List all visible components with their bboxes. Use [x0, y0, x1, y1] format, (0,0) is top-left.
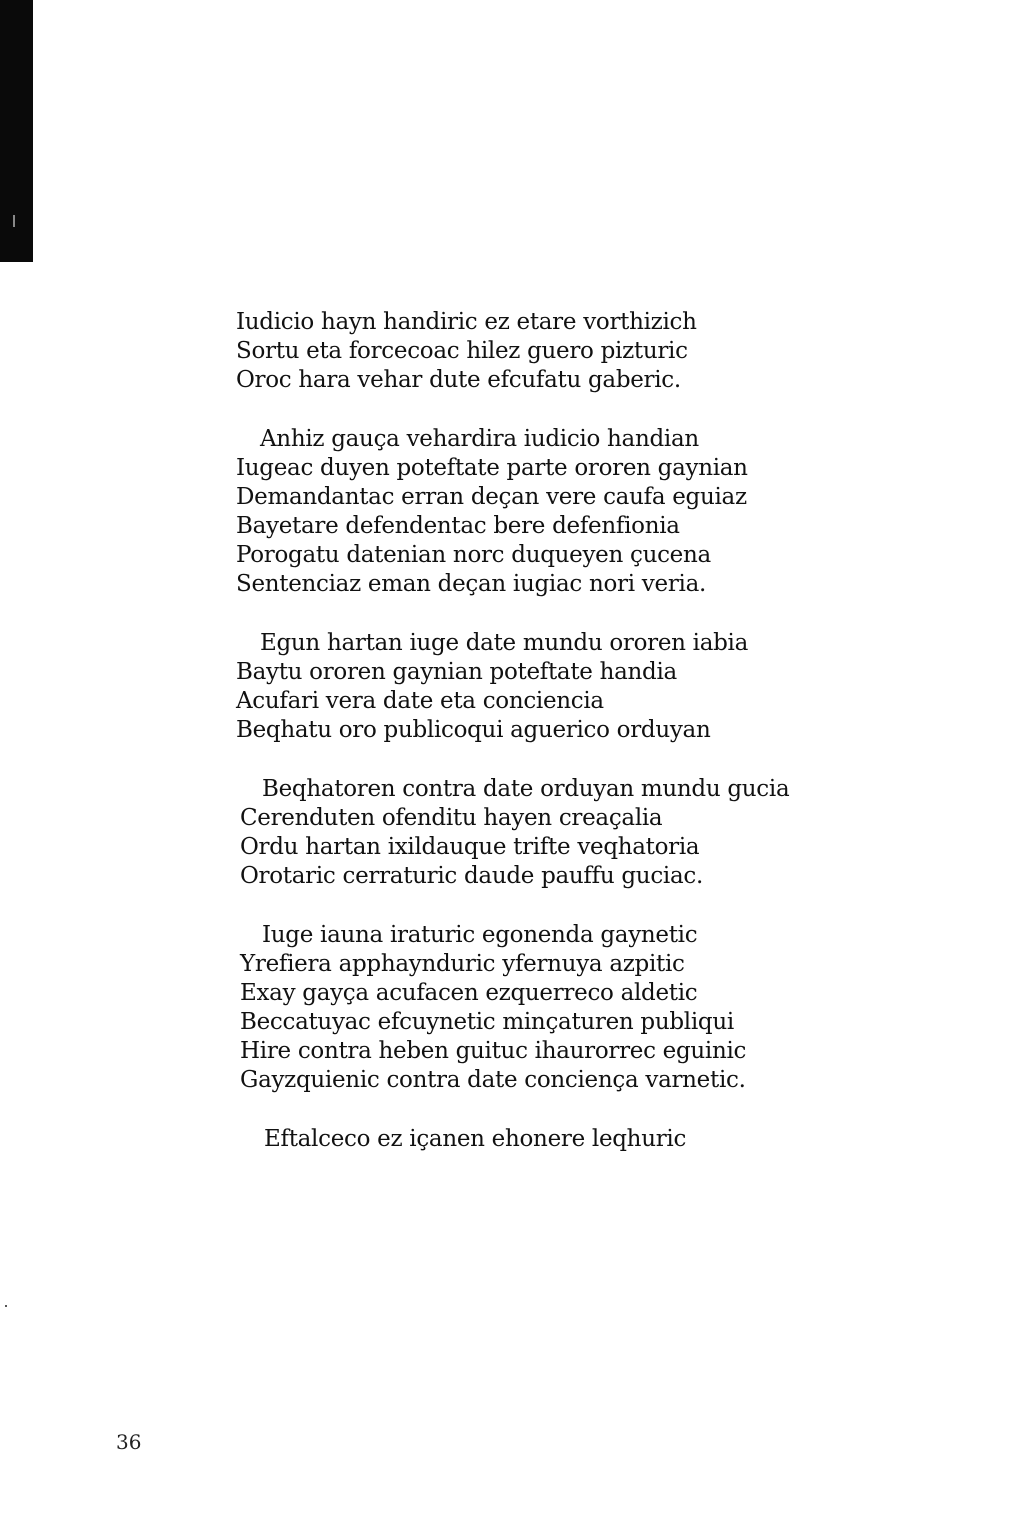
poem-text	[236, 308, 796, 1184]
verse-line: Iugeac duyen poteftate parte ororen gaynian	[236, 455, 748, 481]
stanza-6	[236, 1125, 796, 1154]
verse-line: Bayetare defendentac bere defenfionia	[236, 513, 680, 539]
stanza-5	[236, 921, 796, 1095]
stanza-3	[236, 629, 796, 745]
scan-edge-bar	[0, 0, 33, 262]
stanza-2	[236, 425, 796, 599]
scan-speck	[5, 1305, 7, 1307]
verse-line: Anhiz gauça vehardira iudicio handian	[260, 426, 699, 452]
verse-line: Sortu eta forcecoac hilez guero pizturic	[236, 338, 688, 364]
verse-line: Porogatu datenian norc duqueyen çucena	[236, 542, 711, 568]
verse-line: Orotaric cerraturic daude pauffu guciac.	[240, 863, 703, 889]
verse-line: Sentenciaz eman deçan iugiac nori veria.	[236, 571, 706, 597]
page-number: 36	[116, 1430, 142, 1454]
stanza-4	[236, 775, 796, 891]
verse-line: Eftalceco ez içanen ehonere leqhuric	[264, 1126, 687, 1152]
verse-line: Demandantac erran deçan vere caufa eguiaz	[236, 484, 747, 510]
verse-line: Egun hartan iuge date mundu ororen iabia	[260, 630, 749, 656]
verse-line: Baytu ororen gaynian poteftate handia	[236, 659, 677, 685]
stanza-1	[236, 308, 796, 395]
verse-line: Iudicio hayn handiric ez etare vorthizich	[236, 309, 697, 335]
verse-line: Gayzquienic contra date conciença varnetic.	[240, 1067, 746, 1093]
scan-edge-mark	[13, 215, 15, 227]
verse-line: Ordu hartan ixildauque trifte veqhatoria	[240, 834, 700, 860]
verse-line: Cerenduten ofenditu hayen creaçalia	[240, 805, 663, 831]
verse-line: Acufari vera date eta conciencia	[236, 688, 604, 714]
verse-line: Beccatuyac efcuynetic minçaturen publiqui	[240, 1009, 734, 1035]
verse-line: Beqhatu oro publicoqui aguerico orduyan	[236, 717, 711, 743]
verse-line: Exay gayça acufacen ezquerreco aldetic	[240, 980, 698, 1006]
verse-line: Oroc hara vehar dute efcufatu gaberic.	[236, 367, 681, 393]
verse-line: Iuge iauna iraturic egonenda gaynetic	[262, 922, 698, 948]
verse-line: Yrefiera apphaynduric yfernuya azpitic	[240, 951, 685, 977]
verse-line: Hire contra heben guituc ihaurorrec eguinic	[240, 1038, 747, 1064]
verse-line: Beqhatoren contra date orduyan mundu gucia	[262, 776, 790, 802]
